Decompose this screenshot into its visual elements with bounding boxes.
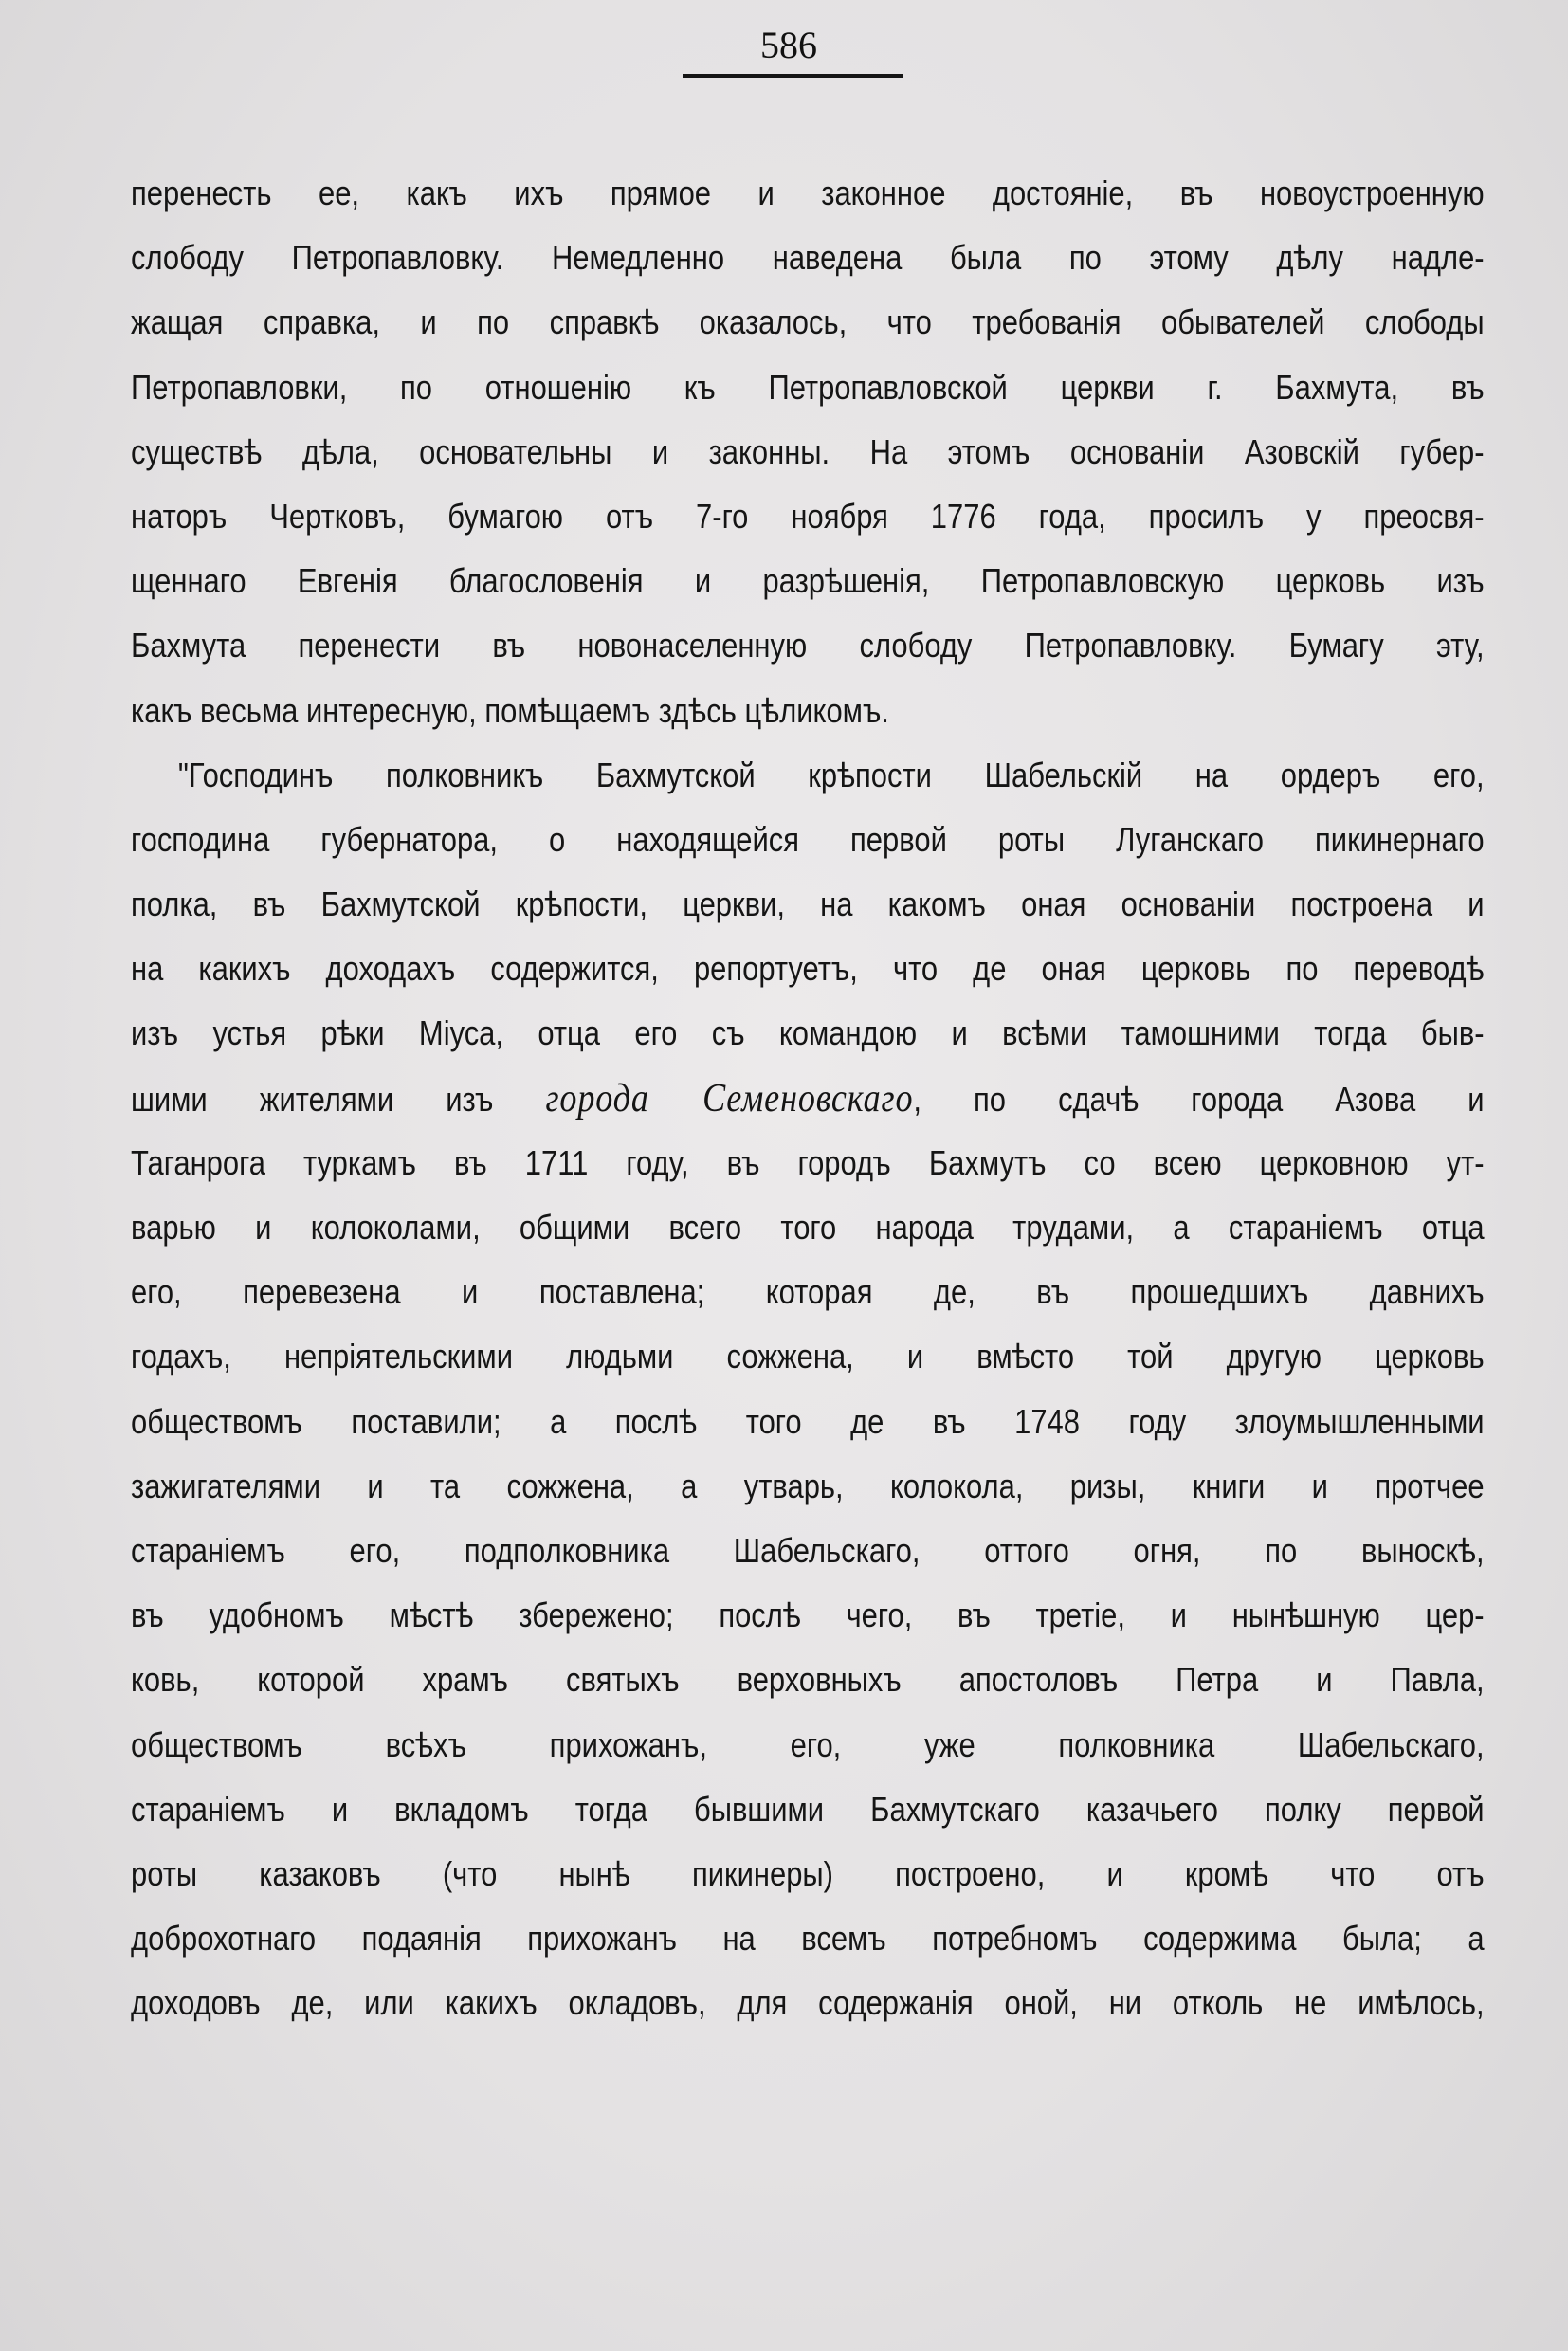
italic-place-name: города Семеновскаго <box>545 1076 914 1121</box>
text-line-paragraph-end: какъ весьма интересную, помѣщаемъ здѣсь цѣликомъ. <box>131 690 889 730</box>
text-line: зажигателями и та сожжена, а утварь, колокола, ризы, книги и протчее <box>131 1466 1485 1505</box>
text-line: изъ устья рѣки Мiуса, отца его съ командою и всѣми тамошними тогда быв- <box>131 1013 1485 1053</box>
text-line: въ удобномъ мѣстѣ збережено; послѣ чего, въ третiе, и нынѣшную цер- <box>131 1595 1485 1635</box>
text-line: Петропавловки, по отношенiю къ Петропавловской церкви г. Бахмута, въ <box>131 367 1485 407</box>
text-line: полка, въ Бахмутской крѣпости, церкви, на какомъ оная основанiи построена и <box>131 884 1485 924</box>
text-line: существѣ дѣла, основательны и законны. На этомъ основанiи Азовскiй губер- <box>131 431 1485 471</box>
text-line: Бахмута перенести въ новонаселенную слободу Петропавловку. Бумагу эту, <box>131 626 1485 665</box>
text-line-paragraph-start: "Господинъ полковникъ Бахмутской крѣпости Шабельскiй на ордеръ его, <box>177 755 1485 794</box>
text-line-with-italic <box>131 1066 1485 1131</box>
text-line: старанiемъ и вкладомъ тогда бывшими Бахмутскаго казачьего полку первой <box>131 1789 1485 1829</box>
text-line: обществомъ поставили; а послѣ того де въ 1748 году злоумышленными <box>131 1401 1485 1441</box>
text-line: роты казаковъ (что нынѣ пикинеры) построено, и кромѣ что отъ <box>131 1853 1485 1893</box>
text-body <box>131 161 1485 2035</box>
text-line: жащая справка, и по справкѣ оказалось, что требованiя обывателей слободы <box>131 302 1485 342</box>
text-line: обществомъ всѣхъ прихожанъ, его, уже полковника Шабельскаго, <box>131 1724 1485 1764</box>
text-line: старанiемъ его, подполковника Шабельскаго, оттого огня, по выноскѣ, <box>131 1530 1485 1570</box>
text-line: на какихъ доходахъ содержится, репортуетъ, что де оная церковь по переводѣ <box>131 949 1485 989</box>
text-line: доброхотнаго подаянiя прихожанъ на всемъ потребномъ содержима была; а <box>131 1919 1485 1959</box>
text-line: щеннаго Евгенiя благословенiя и разрѣшенiя, Петропавловскую церковь изъ <box>131 561 1485 601</box>
text-line: его, перевезена и поставлена; которая де, въ прошедшихъ давнихъ <box>131 1272 1485 1312</box>
text-line: ковь, которой храмъ святыхъ верховныхъ апостоловъ Петра и Павла, <box>131 1660 1485 1700</box>
page-number-rule <box>683 74 903 78</box>
page-header <box>0 23 1568 67</box>
text-line: годахъ, непрiятельскими людьми сожжена, и вмѣсто той другую церковь <box>131 1337 1485 1376</box>
text-line: наторъ Чертковъ, бумагою отъ 7-го ноября 1776 года, просилъ у преосвя- <box>131 496 1485 536</box>
text-line: слободу Петропавловку. Немедленно наведена была по этому дѣлу надле- <box>131 238 1485 278</box>
text-segment: , по сдачѣ города Азова и <box>913 1079 1485 1119</box>
text-line: господина губернатора, о находящейся первой роты Луганскаго пикинернаго <box>131 819 1485 859</box>
text-segment: шими жителями изъ <box>131 1079 494 1119</box>
text-line: Таганрога туркамъ въ 1711 году, въ городъ Бахмутъ со всею церковною ут- <box>131 1142 1485 1182</box>
text-line: доходовъ де, или какихъ окладовъ, для содержанiя оной, ни отколь не имѣлось, <box>131 1983 1485 2023</box>
text-line: перенесть ее, какъ ихъ прямое и законное достоянiе, въ новоустроенную <box>131 173 1485 212</box>
text-line: варью и колоколами, общими всего того народа трудами, а старанiемъ отца <box>131 1208 1485 1247</box>
page-number: 586 <box>760 24 817 66</box>
